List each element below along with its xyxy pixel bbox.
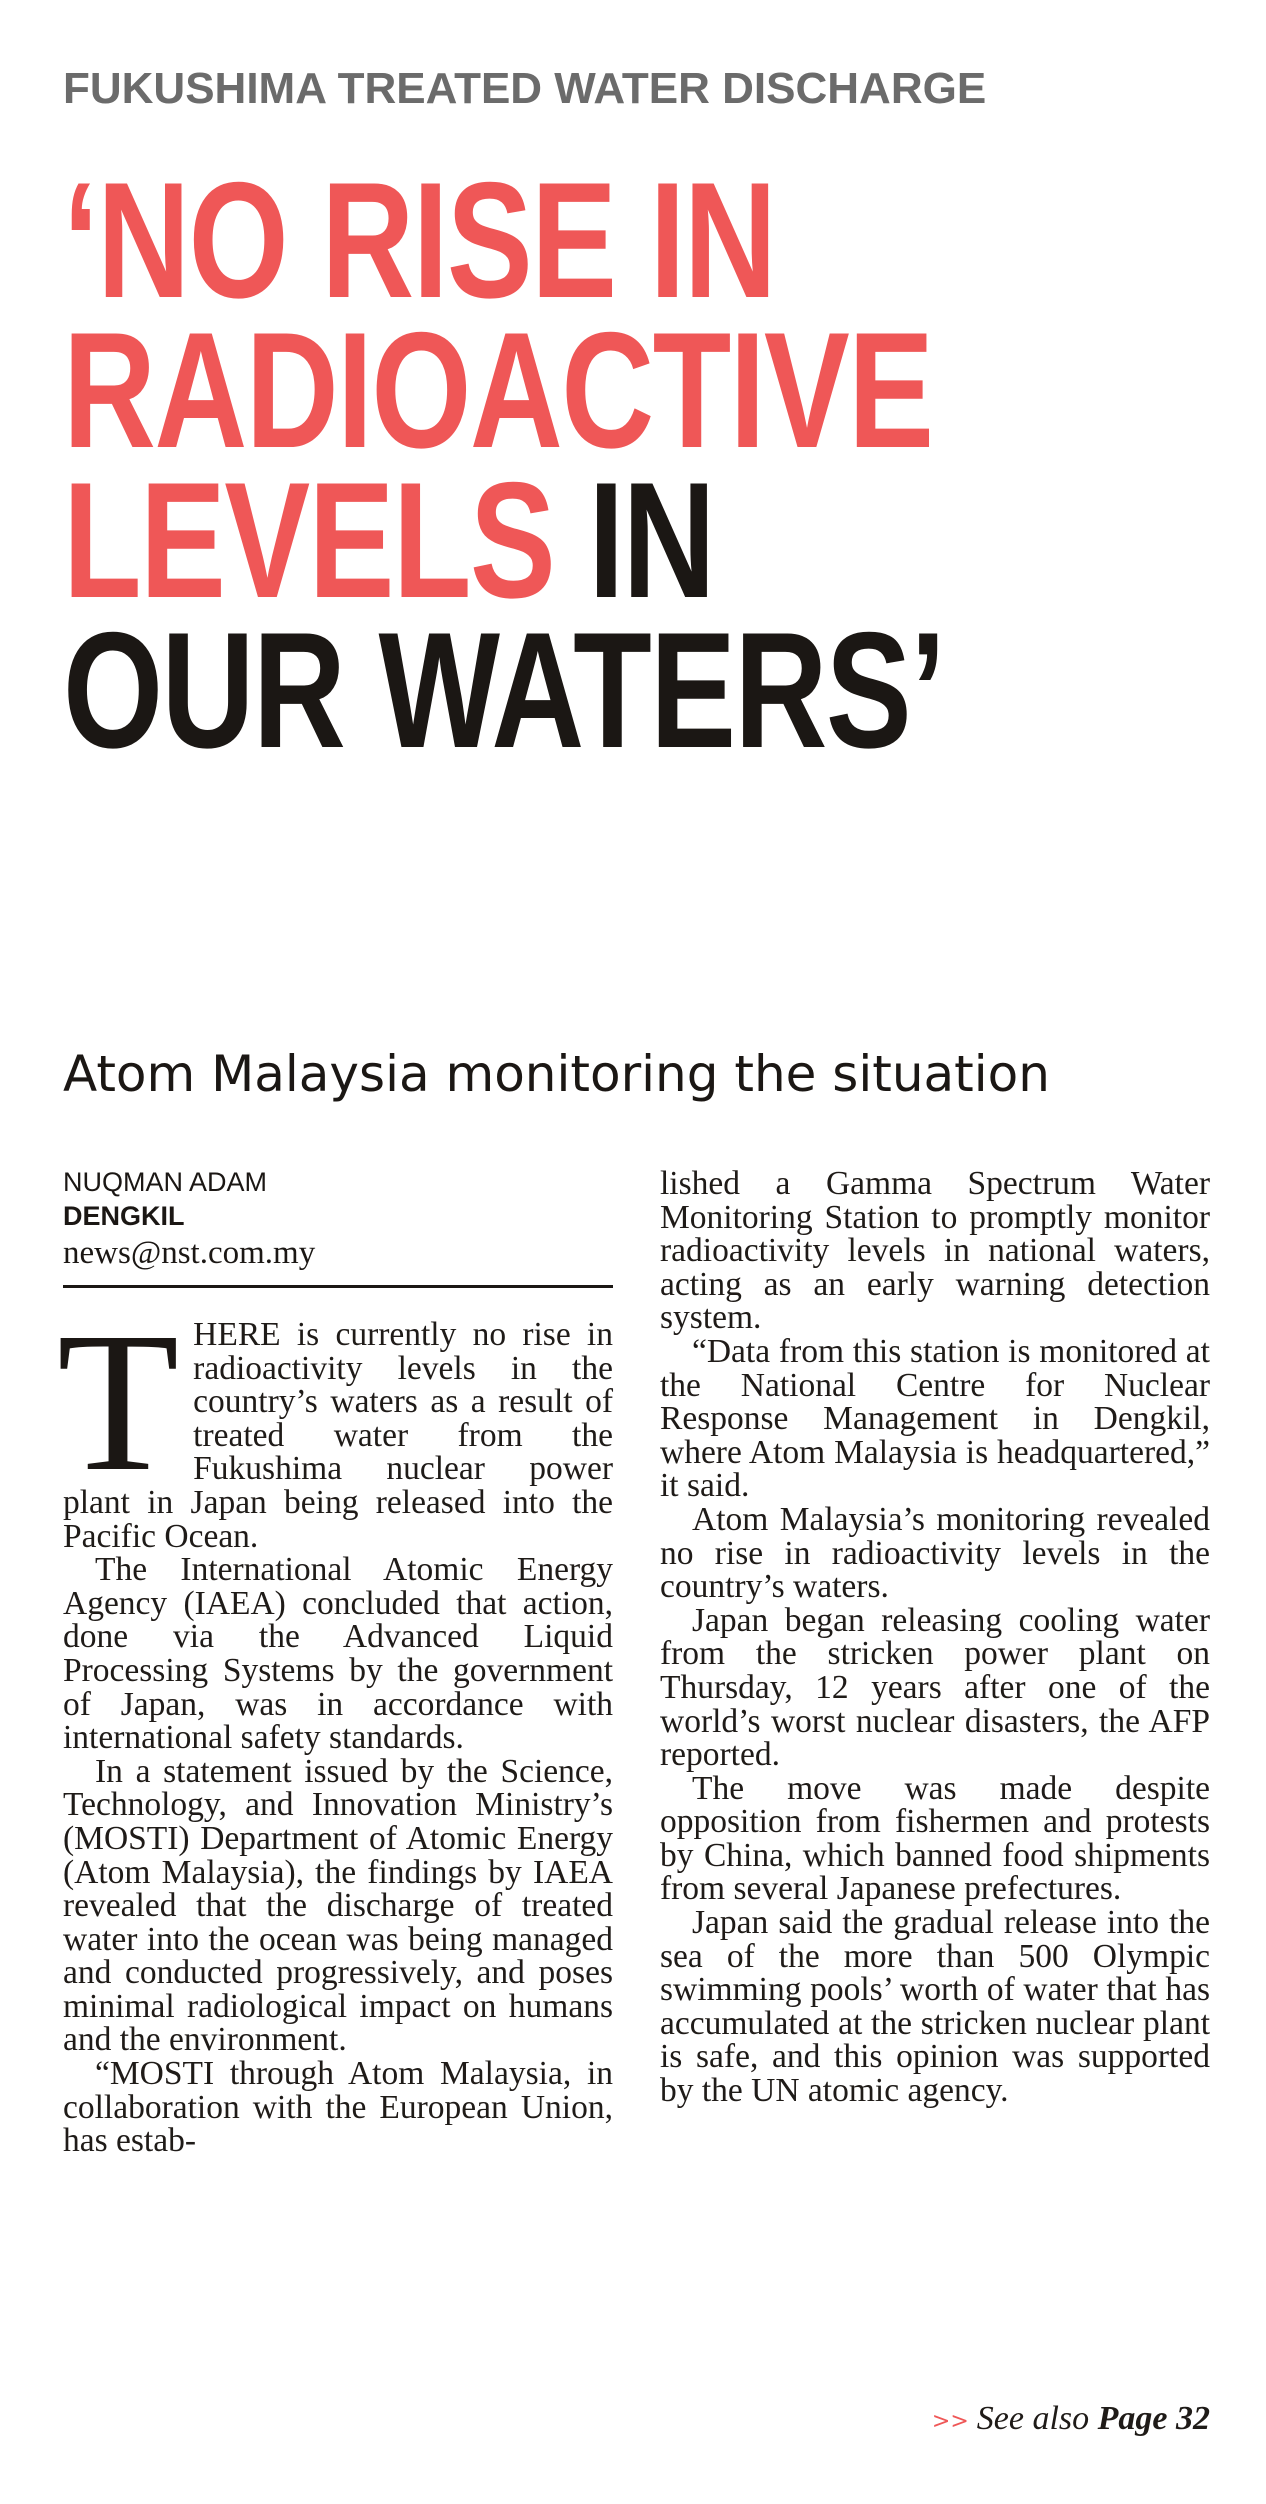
headline-line-3-black: IN xyxy=(554,448,715,632)
article-paragraph-1-text: HERE is currently no rise in radioactivity levels in the country’s waters as a result of treated water from the Fukushima nuclear power plant in Japan being released into the Pacific Ocean. xyxy=(63,1316,613,1555)
byline-author: NUQMAN ADAM xyxy=(63,1167,268,1197)
article-paragraph-5: “Data from this station is monitored at the National Centre for Nuclear Response Management in Dengkil, where Atom Malaysia is headquartered,” it said. xyxy=(660,1332,1210,1505)
section-kicker: FUKUSHIMA TREATED WATER DISCHARGE xyxy=(63,64,987,113)
headline-line-3-red: LEVELS xyxy=(63,448,555,632)
headline-line-4: OUR WATERS’ xyxy=(63,598,945,782)
article-paragraph-6: Atom Malaysia’s monitoring revealed no rise in radioactivity levels in the country’s waters. xyxy=(660,1500,1210,1606)
article-paragraph-4-continued: lished a Gamma Spectrum Water Monitoring Station to promptly monitor radioactivity levels in national waters, acting as an early warning detection system. xyxy=(660,1165,1210,1337)
article-paragraph-7: Japan began releasing cooling water from the stricken power plant on Thursday, 12 years after one of the world’s worst nuclear disasters, the AFP reported. xyxy=(660,1601,1210,1774)
article-paragraph-1 xyxy=(57,1292,613,1555)
article-column-2 xyxy=(660,1167,1210,2108)
headline-line-2: RADIOACTIVE xyxy=(63,298,933,482)
article-paragraph-2: The International Atomic Energy Agency (IAEA) concluded that action, done via the Advanced Liquid Processing Systems by the government of Japan, was in accordance with international safety standards. xyxy=(63,1551,613,1757)
article-paragraph-8: The move was made despite opposition from fishermen and protests by China, which banned food shipments from several Japanese prefectures. xyxy=(660,1769,1210,1908)
see-also-prefix: See also xyxy=(976,2400,1090,2437)
byline xyxy=(63,1165,613,1273)
byline-dateline: DENGKIL xyxy=(63,1201,185,1231)
byline-email: news@nst.com.my xyxy=(63,1235,316,1271)
article-paragraph-4: “MOSTI through Atom Malaysia, in collaboration with the European Union, has estab- xyxy=(63,2055,613,2160)
headline xyxy=(63,148,968,782)
drop-cap: T xyxy=(57,1292,180,1513)
subheadline: Atom Malaysia monitoring the situation xyxy=(63,1045,1050,1103)
byline-divider xyxy=(63,1285,613,1288)
headline-line-1: ‘NO RISE IN xyxy=(63,148,776,332)
headline-line-3 xyxy=(63,448,968,632)
see-also-link[interactable] xyxy=(932,2400,1210,2438)
double-chevron-right-icon: >> xyxy=(931,2408,969,2434)
article-column-1 xyxy=(57,1292,613,2160)
see-also-page: Page 32 xyxy=(1097,2400,1210,2437)
article-paragraph-9: Japan said the gradual release into the sea of the more than 500 Olympic swimming pools’ worth of water that has accumulated at the stricken nuclear plant is safe, and this opinion was supported by the UN atomic agency. xyxy=(660,1904,1210,2110)
article-paragraph-3: In a statement issued by the Science, Technology, and Innovation Ministry’s (MOSTI) Department of Atomic Energy (Atom Malaysia), the findings by IAEA revealed that the discharge of treated water into the ocean was being managed and conducted progressively, and poses minimal radiological impact on humans and the environment. xyxy=(63,1752,613,2059)
